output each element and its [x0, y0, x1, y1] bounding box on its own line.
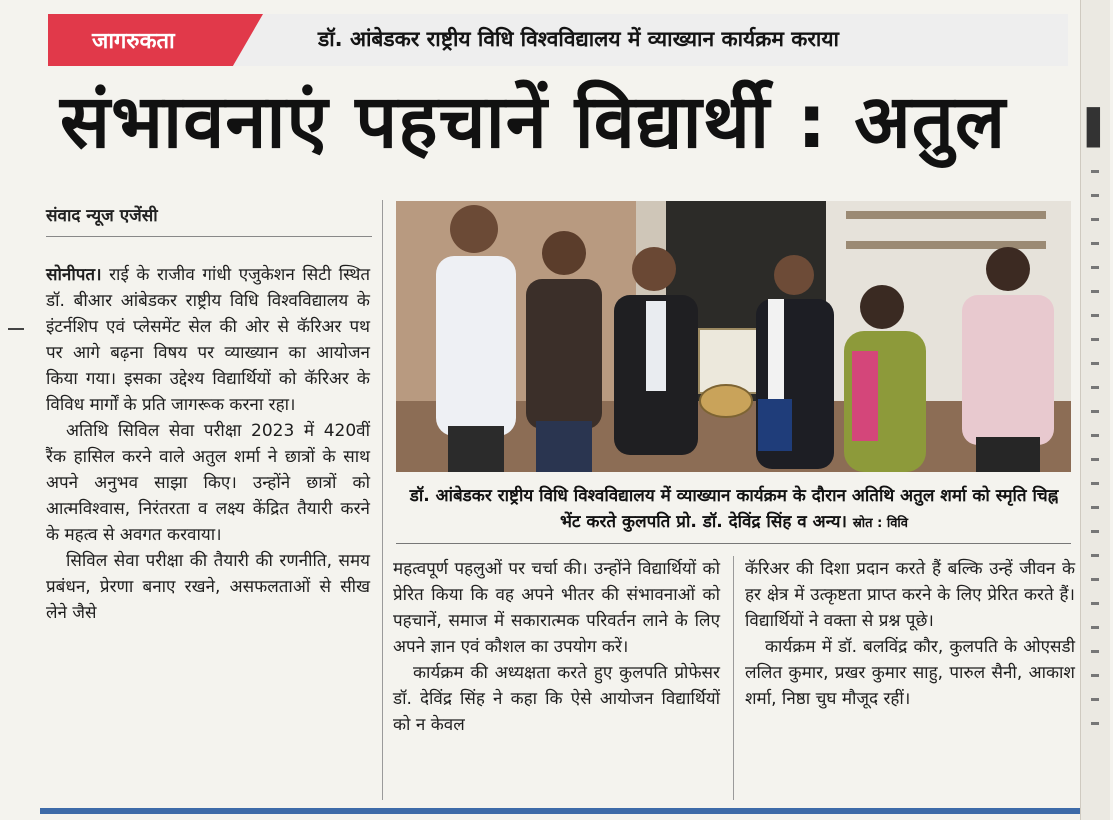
article-paragraph: कार्यक्रम में डॉ. बलविंद्र कौर, कुलपति के ओएसडी ललित कुमार, प्रखर कुमार साहु, पारुल सैनी, आकाश शर्मा, निष्ठा चुघ मौजूद रहीं। — [745, 637, 1075, 709]
article-paragraph: अतिथि सिविल सेवा परीक्षा 2023 में 420वीं रैंक हासिल करने वाले अतुल शर्मा ने छात्रों के साथ अपने अनुभव साझा किए। उन्होंने छात्रों को आत्मविश्वास, निरंतरता व लक्ष्य केंद्रित तैयारी करने के महत्व से अवगत करवाया। — [46, 421, 370, 545]
page-bottom-strip — [40, 808, 1080, 814]
article-paragraph: कॅरिअर की दिशा प्रदान करते हैं बल्कि उन्हें जीवन के हर क्षेत्र में उत्कृष्टता प्राप्त करने के लिए प्रेरित करते हैं। विद्यार्थियों ने वक्ता से प्रश्न पूछे। — [745, 559, 1075, 631]
byline: संवाद न्यूज एजेंसी — [46, 206, 158, 226]
article-paragraph: महत्वपूर्ण पहलुओं पर चर्चा की। उन्होंने विद्यार्थियों को प्रेरित किया कि वह अपने भीतर की संभावनाओं को पहचानें, समाज में सकारात्मक परिवर्तन लाने के लिए अपने ज्ञान एवं कौशल का उपयोग करें। — [393, 559, 720, 657]
adjacent-article-edge — [1080, 0, 1113, 820]
article-paragraph: कार्यक्रम की अध्यक्षता करते हुए कुलपति प्रोफेसर डॉ. देविंद्र सिंह ने कहा कि ऐसे आयोजन विद्यार्थियों को न केवल — [393, 663, 720, 735]
page-mark — [8, 328, 24, 330]
article-column-1 — [46, 262, 370, 626]
photo-caption-text: डॉ. आंबेडकर राष्ट्रीय विधि विश्वविद्यालय में व्याख्यान कार्यक्रम के दौरान अतिथि अतुल शर्मा को स्मृति चिह्न भेंट करते कुलपति प्रो. डॉ. देविंद्र सिंह व अन्य। — [409, 486, 1059, 532]
news-photo — [396, 201, 1071, 472]
byline-divider — [46, 236, 372, 237]
photo-illustration — [396, 201, 1071, 472]
dateline: सोनीपत। — [46, 265, 102, 285]
section-tag-label: जागरुकता — [92, 29, 175, 54]
column-divider — [733, 556, 734, 800]
article-paragraph: सोनीपत। राई के राजीव गांधी एजुकेशन सिटी स्थित डॉ. बीआर आंबेडकर राष्ट्रीय विधि विश्वविद्यालय के इंटर्नशिप एवं प्लेसमेंट सेल की ओर से कॅरिअर पथ पर आगे बढ़ना विषय पर व्याख्यान का आयोजन किया गया। इसका उद्देश्य विद्यार्थियों को कॅरिअर के विविध मार्गों के प्रति जागरूक करना रहा। — [46, 265, 371, 415]
photo-source: स्रोत : विवि — [852, 516, 909, 531]
article-paragraph: सिविल सेवा परीक्षा की तैयारी की रणनीति, समय प्रबंधन, प्रेरणा बनाए रखने, असफलताओं से सीख लेने जैसे — [46, 551, 370, 623]
adjacent-headline-fragment: ▌ — [1087, 108, 1113, 148]
photo-caption — [400, 483, 1068, 537]
article-column-3 — [745, 556, 1075, 712]
kicker-headline: डॉ. आंबेडकर राष्ट्रीय विधि विश्वविद्यालय में व्याख्यान कार्यक्रम कराया — [318, 27, 839, 51]
adjacent-text-fragment — [1091, 170, 1105, 746]
main-headline: संभावनाएं पहचानें विद्यार्थी : अतुल — [60, 79, 1007, 165]
caption-divider — [396, 543, 1071, 544]
article-column-2 — [393, 556, 720, 738]
column-divider — [382, 200, 383, 800]
